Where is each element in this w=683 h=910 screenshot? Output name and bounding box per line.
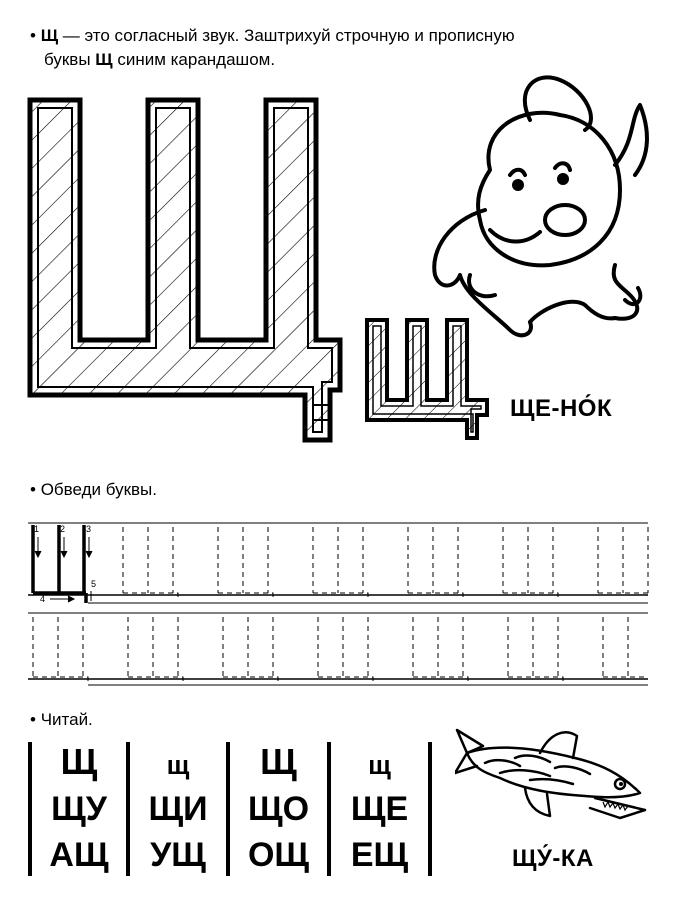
syllable: щ	[368, 750, 391, 780]
syllable: ЩО	[247, 790, 310, 828]
syllable: щ	[166, 750, 190, 780]
bullet: •	[30, 710, 36, 729]
bullet: •	[30, 480, 36, 499]
stroke-number-2: 2	[60, 524, 66, 534]
syllable: АЩ	[49, 836, 109, 874]
letter-sha-2: Щ	[95, 50, 113, 69]
word-pike: ЩУ́-КА	[512, 845, 594, 872]
syllable: ОЩ	[247, 836, 310, 874]
syllable: УЩ	[150, 836, 206, 874]
syllable: ЩИ	[148, 790, 208, 828]
instruction-trace-text: Обведи буквы.	[40, 480, 157, 499]
syllable: Щ	[60, 741, 98, 782]
word-puppy: ЩЕ-НО́К	[510, 395, 613, 422]
instruction-text-2a: буквы	[44, 50, 96, 69]
instruction-read	[30, 708, 93, 732]
table-divider	[428, 742, 432, 876]
syllable: ЕЩ	[350, 836, 409, 874]
instruction-text-2b: синим карандашом.	[112, 50, 276, 69]
instruction-read-text: Читай.	[40, 710, 93, 729]
syllable: Щ	[260, 741, 297, 782]
bullet: •	[30, 26, 36, 45]
tracing-lines-2[interactable]	[28, 605, 653, 690]
capital-letter-outline[interactable]	[20, 95, 350, 445]
instruction-trace	[30, 478, 157, 502]
stroke-number-5: 5	[91, 579, 97, 589]
puppy-illustration	[410, 60, 660, 350]
pike-illustration	[455, 718, 655, 828]
syllable: ЩУ	[51, 790, 107, 828]
stroke-number-1: 1	[34, 524, 40, 534]
letter-sha: Щ	[40, 26, 59, 45]
stroke-number-4: 4	[40, 594, 46, 604]
stroke-number-3: 3	[86, 524, 92, 534]
syllable: ЩЕ	[350, 790, 409, 828]
tracing-lines-1[interactable]	[28, 515, 653, 610]
instruction-text-1: — это согласный звук. Заштрихуй строчную и прописную	[58, 26, 515, 45]
